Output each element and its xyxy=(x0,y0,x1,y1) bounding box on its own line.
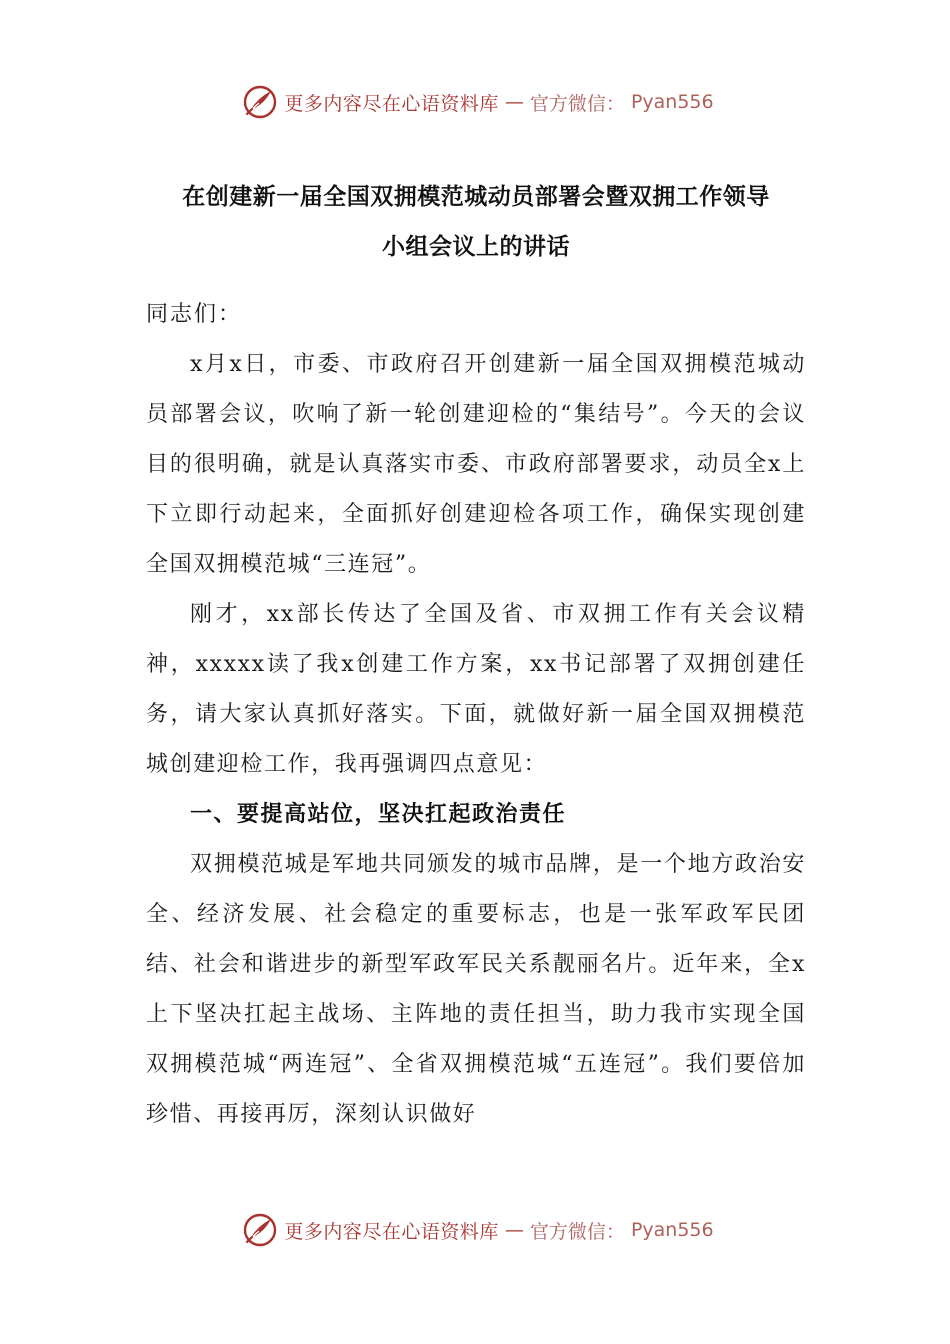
banner-text: 更多内容尽在心语资料库 xyxy=(284,1220,499,1243)
title-line-1: 在创建新一届全国双拥模范城动员部署会暨双拥工作领导 xyxy=(182,184,770,210)
section-heading-1: 一、要提高站位，坚决扛起政治责任 xyxy=(190,802,567,827)
paragraph-intro: x月x日，市委、市政府召开创建新一届全国双拥模范城动员部署会议，吹响了新一轮创建迎检的“集结号”。今天的会议目的很明确，就是认真落实市委、市政府部署要求，动员全x上下立即行动起来，全面抓好创建迎检各项工作，确保实现创建全国双拥模范城“三连冠”。 xyxy=(146,352,806,577)
paragraph-overview: 刚才，xx部长传达了全国及省、市双拥工作有关会议精神，xxxxx读了我x创建工作方案，xx书记部署了双拥创建任务，请大家认真抓好落实。下面，就做好新一届全国双拥模范城创建迎检工作，我再强调四点意见： xyxy=(146,602,806,777)
footer-banner xyxy=(0,1208,950,1252)
banner-dash: — xyxy=(504,1219,524,1241)
banner-wechat-label: 官方微信： xyxy=(529,1220,625,1243)
banner-content xyxy=(242,84,713,120)
document-title xyxy=(132,172,820,272)
title-line-2: 小组会议上的讲话 xyxy=(382,234,570,260)
salutation: 同志们： xyxy=(146,302,243,327)
banner-wechat-id: Pyan556 xyxy=(630,1219,714,1241)
banner-wechat-label: 官方微信： xyxy=(529,92,625,115)
banner-content xyxy=(242,1212,713,1248)
banner-dash: — xyxy=(504,91,524,113)
banner-wechat-id: Pyan556 xyxy=(630,91,714,113)
quill-pen-logo-icon xyxy=(242,84,278,120)
quill-pen-logo-icon xyxy=(242,1212,278,1248)
section-1-paragraph: 双拥模范城是军地共同颁发的城市品牌，是一个地方政治安全、经济发展、社会稳定的重要标志，也是一张军政军民团结、社会和谐进步的新型军政军民关系靓丽名片。近年来，全x上下坚决扛起主战场、主阵地的责任担当，助力我市实现全国双拥模范城“两连冠”、全省双拥模范城“五连冠”。我们要倍加珍惜、再接再厉，深刻认识做好 xyxy=(146,852,806,1127)
document-body xyxy=(146,172,806,1140)
header-banner xyxy=(0,80,950,124)
banner-text: 更多内容尽在心语资料库 xyxy=(284,92,499,115)
